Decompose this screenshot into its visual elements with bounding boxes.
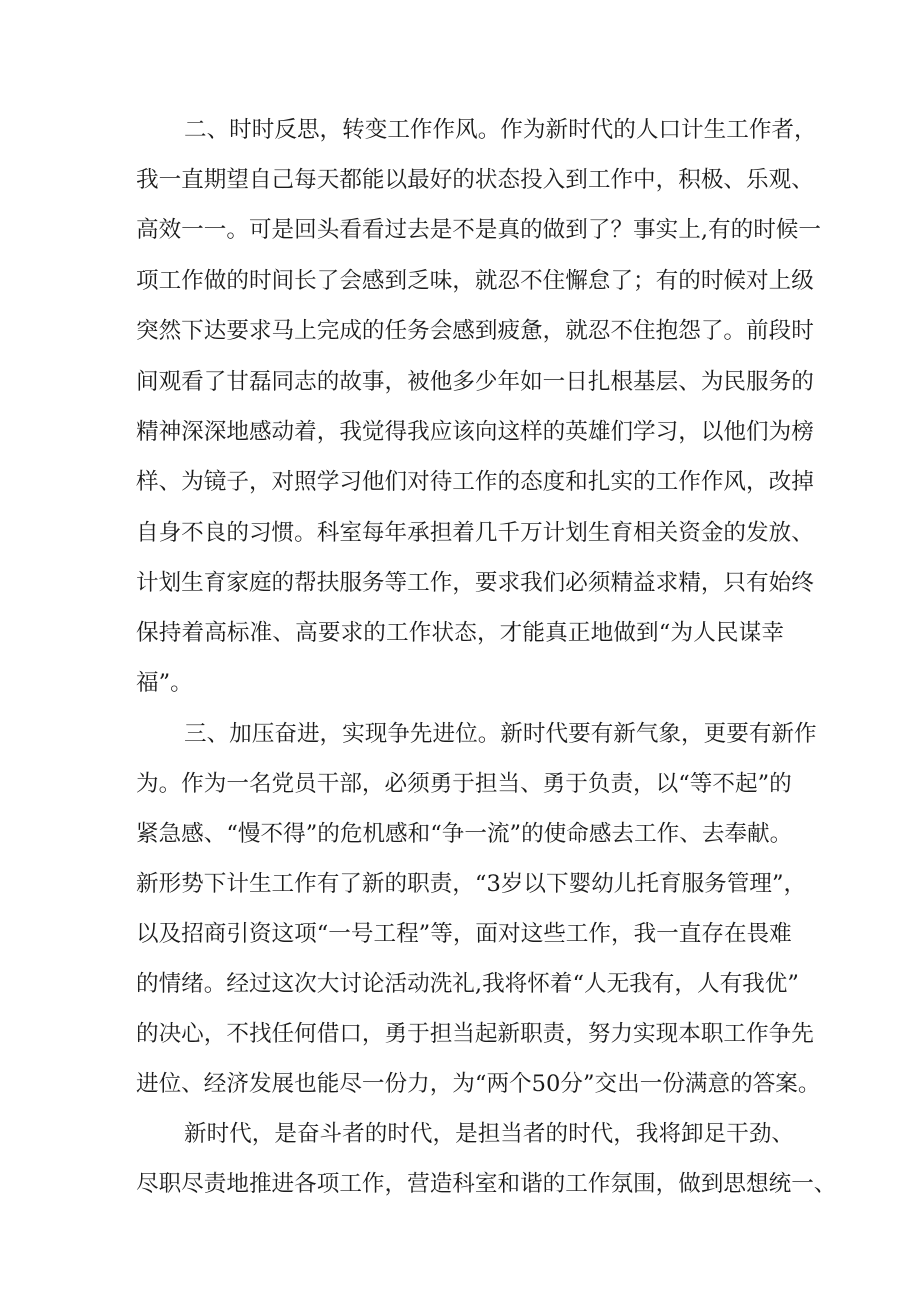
- paragraph-2-line-2: 我一直期望自己每天都能以最好的状态投入到工作中，积极、乐观、: [136, 167, 814, 193]
- paragraph-2-line-7: 精神深深地感动着，我觉得我应该向这样的英雄们学习，以他们为榜: [136, 419, 814, 445]
- paragraph-2-line-4: 项工作做的时间长了会感到乏味，就忍不住懈怠了；有的时候对上级: [136, 268, 814, 294]
- paragraph-3-line-7: 的决心，不找任何借口，勇于担当起新职责，努力实现本职工作争先: [136, 1021, 814, 1047]
- paragraph-2-line-6: 间观看了甘磊同志的故事，被他多少年如一日扎根基层、为民服务的: [136, 369, 814, 395]
- paragraph-2-line-8: 样、为镜子，对照学习他们对待工作的态度和扎实的工作作风，改掉: [136, 469, 814, 495]
- paragraph-3-line-5: 以及招商引资这项“一号工程”等，面对这些工作，我一直存在畏难: [136, 921, 792, 947]
- paragraph-2-line-1: 二、时时反思，转变工作作风。作为新时代的人口计生工作者，: [184, 117, 817, 143]
- paragraph-2-line-5: 突然下达要求马上完成的任务会感到疲惫，就忍不住抱怨了。前段时: [136, 318, 814, 344]
- paragraph-3-line-8: 进位、经济发展也能尽一份力，为“两个50分”交出一份满意的答案。: [136, 1071, 821, 1097]
- paragraph-2-line-11: 保持着高标准、高要求的工作状态，才能真正地做到“为人民谋幸: [136, 620, 784, 646]
- paragraph-2-line-10: 计划生育家庭的帮扶服务等工作，要求我们必须精益求精，只有始终: [136, 570, 814, 596]
- paragraph-2-line-3: 高效一一。可是回头看看过去是不是真的做到了？事实上,有的时候一: [136, 217, 821, 243]
- paragraph-3-line-2: 为。作为一名党员干部，必须勇于担当、勇于负责，以“等不起”的: [136, 771, 792, 797]
- paragraph-3-line-1: 三、加压奋进，实现争先进位。新时代要有新气象，更要有新作: [184, 721, 817, 747]
- paragraph-2-line-9: 自身不良的习惯。科室每年承担着几千万计划生育相关资金的发放、: [136, 520, 814, 546]
- paragraph-3-line-4: 新形势下计生工作有了新的职责，“3岁以下婴幼儿托育服务管理”，: [136, 871, 807, 897]
- paragraph-3-line-6: 的情绪。经过这次大讨论活动洗礼,我将怀着“人无我有，人有我优”: [136, 971, 799, 997]
- paragraph-4-line-1: 新时代，是奋斗者的时代，是担当者的时代，我将卸足干劲、: [184, 1121, 795, 1147]
- paragraph-4-line-2: 尽职尽责地推进各项工作，营造科室和谐的工作氛围，做到思想统一、: [136, 1171, 837, 1197]
- paragraph-2-line-12: 福”。: [136, 670, 193, 696]
- paragraph-3-line-3: 紧急感、“慢不得”的危机感和“争一流”的使命感去工作、去奉献。: [136, 821, 793, 847]
